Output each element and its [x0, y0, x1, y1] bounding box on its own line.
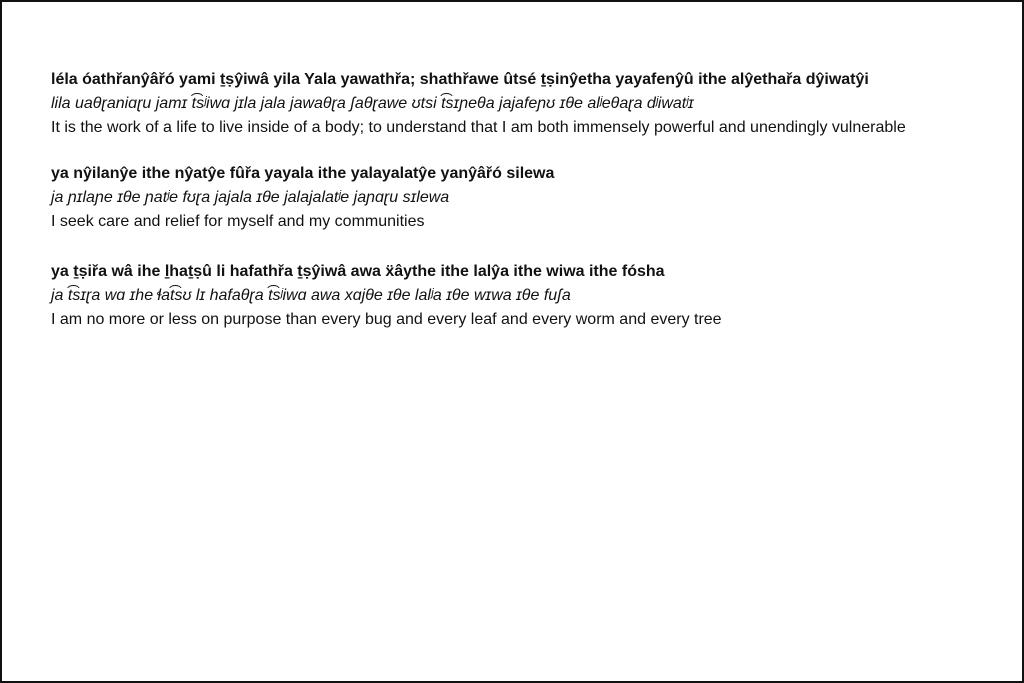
gloss-line: I am no more or less on purpose than every bug and every leaf and every worm and every tree [51, 311, 722, 328]
native-line: léla óathřanŷâřó yami ṯṣŷiwâ yila Yala yawathřa; shathřawe ûtsé ṯṣinŷetha yayafenŷû ithe alŷethařa dŷiwatŷi [51, 71, 869, 88]
ipa-line: ja t͡sɪɽa wɑ ɪhe ɬat͡sʊ lɪ hafaθɽa t͡sʲiwɑ awa xɑjθe ɪθe lalʲa ɪθe wɪwa ɪθe fuʃa [51, 287, 571, 304]
ipa-line: lila uaθɽaniɑɽu jamɪ t͡sʲiwɑ jɪla jala jawaθɽa ʃaθɽawe ʊtsi t͡sɪɲeθa jajafeɲʊ ɪθe alʲeθaɽa dʲiwatʲɪ [51, 95, 694, 112]
native-line: ya ṯṣiřa wâ ihe ḻhaṯṣû li hafathřa ṯṣŷiwâ awa ẍâythe ithe lalŷa ithe wiwa ithe fósha [51, 263, 665, 280]
gloss-line: It is the work of a life to live inside of a body; to understand that I am both immensely powerful and unendingly vulnerable [51, 119, 906, 136]
gloss-line: I seek care and relief for myself and my communities [51, 213, 425, 230]
ipa-line: ja ɲɪlaɲe ɪθe ɲatʲe fʊɽa jajala ɪθe jalajalatʲe jaɲɑɽu sɪlewa [51, 189, 450, 206]
stanza-3 [51, 260, 1002, 332]
native-line: ya nŷilanŷe ithe nŷatŷe fûřa yayala ithe yalayalatŷe yanŷâřó silewa [51, 165, 555, 182]
stanza-1 [51, 68, 1002, 140]
stanza-2 [51, 162, 1002, 234]
